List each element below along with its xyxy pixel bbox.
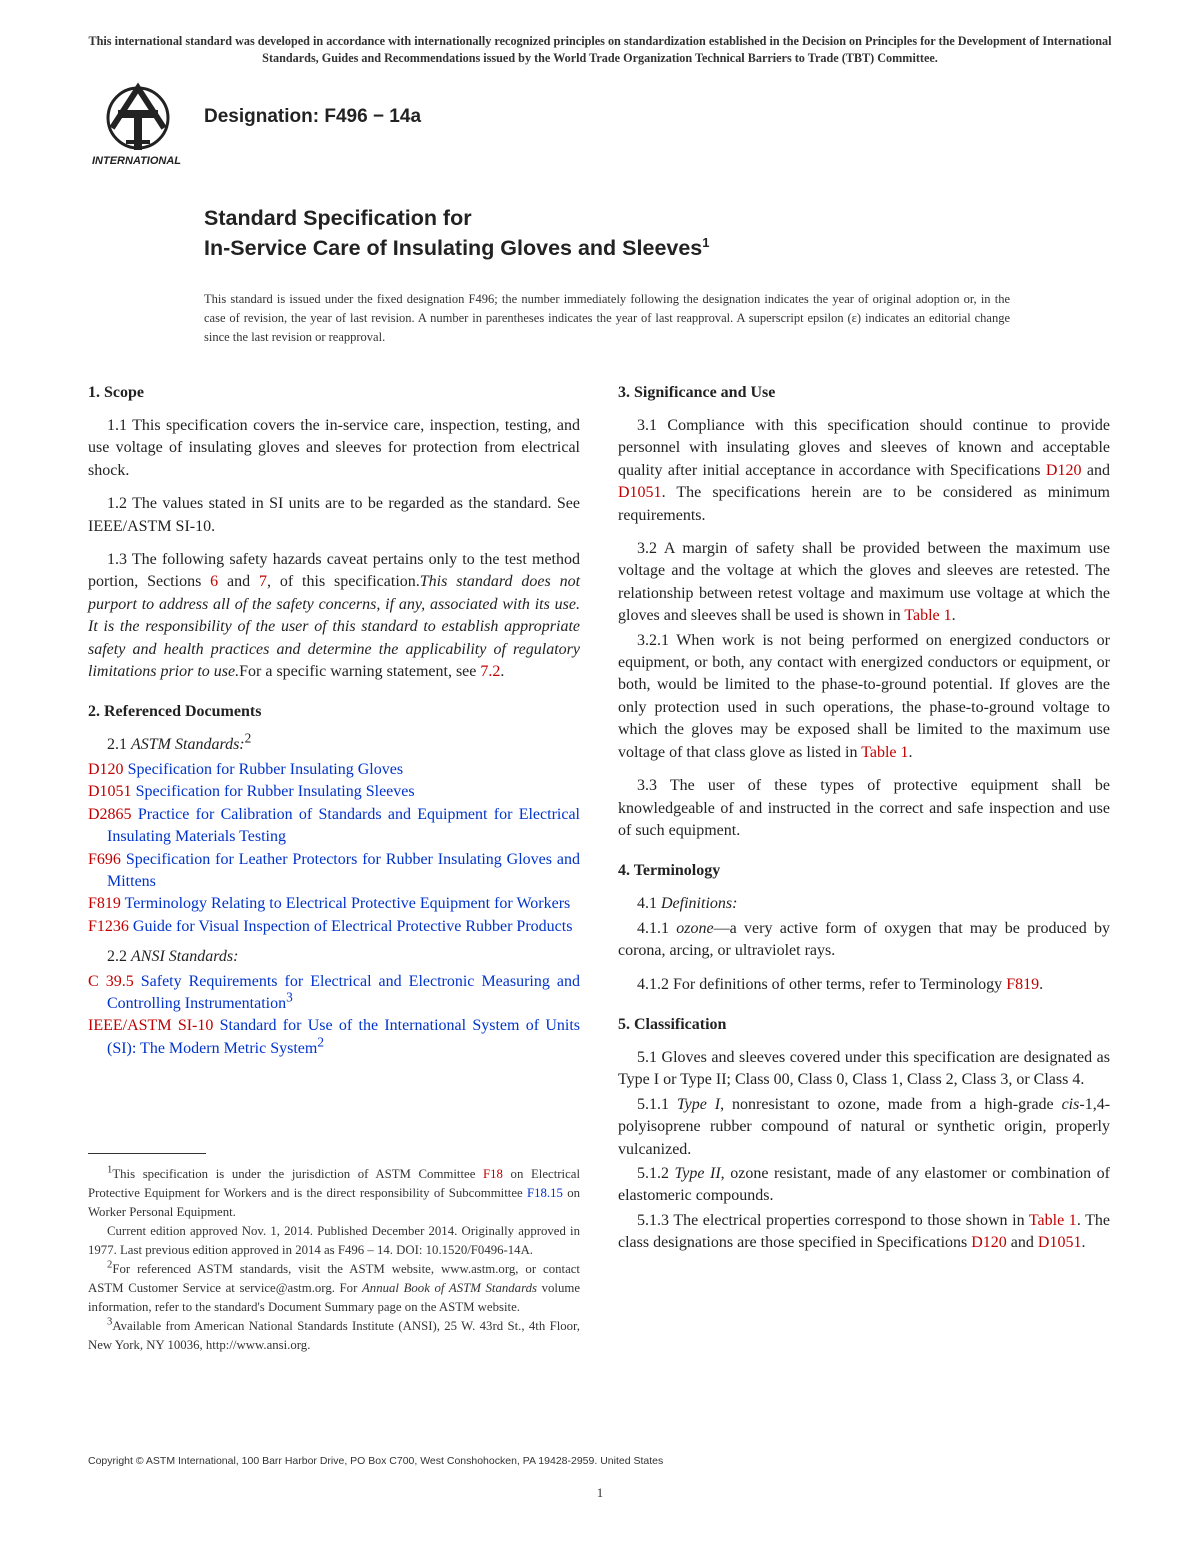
link-table-1[interactable]: Table 1 (861, 743, 909, 761)
astm-logo (88, 80, 200, 172)
paragraph-3-2-1: 3.2.1 When work is not being performed on energized conductors or equipment, or both, any contact with energized conductors or equipment, or both, would be limited to the phase-to-ground potential. If gloves are the only protection used in such operations, the phase-to-ground voltage to which the gloves may be exposed shall be limited to the maximum use voltage of that class glove as listed in Table 1. (618, 631, 1110, 761)
issued-note: This standard is issued under the fixed designation F496; the number immediately following the designation indicates the year of original adoption or, in the case of revision, the year of last revision. A number in parentheses indicates the year of last reapproval. A superscript epsilon (ε) indicates an editorial change since the last revision or reapproval. (204, 292, 1010, 344)
astm-logo-icon (88, 80, 200, 172)
right-column (618, 382, 1110, 1266)
reference-d1051[interactable]: D1051 Specification for Rubber Insulating Sleeves (88, 783, 415, 801)
page-title (204, 203, 710, 263)
logo-subtext: INTERNATIONAL (92, 155, 182, 167)
section-heading-terminology: 4. Terminology (618, 862, 721, 880)
link-d1051[interactable]: D1051 (1037, 1234, 1082, 1252)
reference-d2865[interactable]: D2865 Practice for Calibration of Standards and Equipment for Electrical Insulating Materials Testing (88, 805, 581, 846)
section-heading-referenced-documents: 2. Referenced Documents (88, 703, 262, 721)
paragraph-1-1: 1.1 This specification covers the in-service care, inspection, testing, and use voltage of insulating gloves and sleeves for protection from electrical shock. (88, 417, 580, 479)
copyright-line: Copyright © ASTM International, 100 Barr Harbor Drive, PO Box C700, West Conshohocken, PA 19428-2959. United States (88, 1455, 664, 1467)
link-7-2[interactable]: 7.2 (480, 663, 501, 681)
astm-standards-label: 2.1 ASTM Standards:$^2$ (107, 731, 252, 754)
title-line-2 (204, 233, 710, 263)
ansi-reference-list (88, 971, 580, 1061)
footnote-1: $^1$This specification is under the jurisdiction of ASTM Committee F18 on Electrical Protective Equipment for Workers and is the direct responsibility of Subcommittee F18.15 on Worker Personal Equipment. (88, 1164, 581, 1219)
tbt-notice: This international standard was developed in accordance with internationally recognized principles on standardization established in the Decision on Principles for the Development of International Standards, Guides and Recommendations issued by the World Trade Organization Technical Barriers to Trade (TBT) Committee. (88, 34, 1112, 65)
link-d120[interactable]: D120 (971, 1234, 1007, 1252)
safety-caveat: This standard does not purport to address all of the safety concerns, if any, associated with its use. It is the responsibility of the user of this standard to establish appropriate safety and health practices and determine the applicability of regulatory limitations prior to use. (88, 573, 581, 681)
title-text: In-Service Care of Insulating Gloves and Sleeves (204, 236, 703, 260)
paragraph-4-1-2: 4.1.2 For definitions of other terms, refer to Terminology F819. (637, 975, 1044, 993)
link-table-1[interactable]: Table 1 (1028, 1211, 1077, 1229)
reference-f819[interactable]: F819 Terminology Relating to Electrical Protective Equipment for Workers (88, 895, 571, 913)
paragraph-5-1: 5.1 Gloves and sleeves covered under this specification are designated as Type I or Type II; Class 00, Class 0, Class 1, Class 2, Class 3, or Class 4. (618, 1048, 1110, 1089)
ansi-standards-label: 2.2 ANSI Standards: (107, 948, 239, 966)
link-f18[interactable]: F18 (483, 1167, 503, 1181)
paragraph-5-1-1: 5.1.1 Type I, nonresistant to ozone, made from a high-grade cis-1,4-polyisoprene rubber compound of natural or synthetic origin, properly vulcanized. (618, 1095, 1111, 1158)
footnotes (88, 1165, 580, 1355)
paragraph-3-3: 3.3 The user of these types of protective equipment shall be knowledgeable of and instructed in the correct and safe inspection and use of such equipment. (618, 777, 1110, 839)
paragraph-1-2: 1.2 The values stated in SI units are to be regarded as the standard. See IEEE/ASTM SI-10. (88, 495, 580, 535)
section-heading-significance: 3. Significance and Use (618, 384, 776, 401)
link-section-7[interactable]: 7 (259, 573, 267, 591)
link-f819[interactable]: F819 (1006, 975, 1040, 993)
title-footnote-mark: 1 (702, 234, 710, 250)
paragraph-5-1-3: 5.1.3 The electrical properties correspond to those shown in Table 1. The class designations are those specified in Specifications D120 and D1051. (618, 1211, 1111, 1252)
paragraph-1-3: 1.3 The following safety hazards caveat pertains only to the test method portion, Sections 6 and 7, of this specification.This standard does not purport to address all of the safety concerns, if any, associated with its use. It is the responsibility of the user of this standard to establish appropriate safety and health practices and determine the applicability of regulatory limitations prior to use.For a specific warning statement, see 7.2. (88, 551, 581, 681)
paragraph-5-1-2: 5.1.2 Type II, ozone resistant, made of any elastomer or combination of elastomeric compounds. (618, 1164, 1111, 1205)
paragraph-3-1: 3.1 Compliance with this specification should continue to provide personnel with insulating gloves and sleeves of known and acceptable quality after initial acceptance in accordance with Specifications D120 and D1051. The specifications herein are to be considered as minimum requirements. (618, 417, 1110, 524)
link-d120[interactable]: D120 (1045, 461, 1082, 479)
link-section-6[interactable]: 6 (210, 573, 219, 591)
title-line-1: Standard Specification for (204, 206, 472, 230)
link-d1051[interactable]: D1051 (618, 484, 662, 502)
footnote-2: $^2$For referenced ASTM standards, visit the ASTM website, www.astm.org, or contact ASTM Customer Service at service@astm.org. For Annual Book of ASTM Standards volume information, refer to the standard's Document Summary page on the ASTM website. (88, 1259, 580, 1314)
definitions-label: 4.1 Definitions: (637, 895, 738, 913)
link-f18-15[interactable]: F18.15 (527, 1186, 563, 1200)
designation (204, 106, 421, 128)
footnote-1-edition: Current edition approved Nov. 1, 2014. Published December 2014. Originally approved in 1977. Last previous edition approved in 2014 as F496 – 14. DOI: 10.1520/F0496-14A. (88, 1224, 580, 1257)
paragraph-4-1-1: 4.1.1 ozone—a very active form of oxygen that may be produced by corona, arcing, or ultraviolet rays. (618, 919, 1110, 960)
link-table-1[interactable]: Table 1 (904, 607, 952, 625)
page-number: 1 (596, 1485, 604, 1500)
section-heading-scope: 1. Scope (88, 384, 144, 401)
designation-label: Designation: (204, 106, 325, 127)
section-heading-classification: 5. Classification (618, 1015, 727, 1033)
paragraph-3-2: 3.2 A margin of safety shall be provided between the maximum use voltage and the voltage at which the gloves and sleeves are retested. The relationship between retest voltage and maximum use voltage at which the gloves and sleeves shall be used is shown in Table 1. (618, 540, 1110, 625)
footnote-divider (88, 1153, 206, 1154)
reference-f696[interactable]: F696 Specification for Leather Protectors for Rubber Insulating Gloves and Mittens (88, 850, 580, 890)
left-column (88, 382, 580, 1060)
reference-ieee-astm-si-10[interactable]: IEEE/ASTM SI-10 Standard for Use of the International System of Units (SI): The Modern Metric System$^2$ (88, 1017, 580, 1057)
reference-c39-5[interactable]: C 39.5 Safety Requirements for Electrical and Electronic Measuring and Controlling Instrumentation$^3$ (88, 972, 581, 1012)
reference-f1236[interactable]: F1236 Guide for Visual Inspection of Electrical Protective Rubber Products (88, 917, 573, 935)
designation-number: F496 − 14a (324, 106, 422, 127)
footnote-3: $^3$Available from American National Standards Institute (ANSI), 25 W. 43rd St., 4th Floor, New York, NY 10036, http://www.ansi.org. (88, 1316, 580, 1352)
reference-d120[interactable]: D120 Specification for Rubber Insulating Gloves (88, 760, 404, 778)
astm-reference-list (88, 759, 580, 938)
